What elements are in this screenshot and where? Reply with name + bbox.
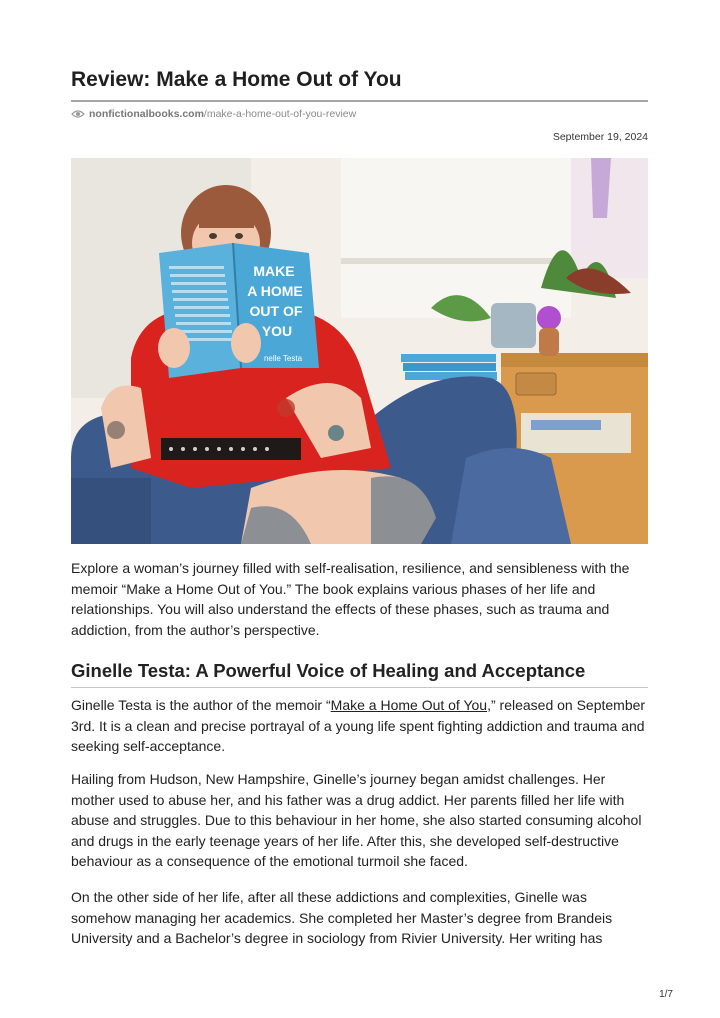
book-cover-line-3: OUT OF <box>249 303 303 319</box>
section-paragraph-1 <box>71 695 648 757</box>
book-cover-line-4: YOU <box>261 323 293 339</box>
book-author-partial: nelle Testa <box>263 354 303 363</box>
book-cover-line-1: MAKE <box>253 263 295 279</box>
intro-paragraph: Explore a woman’s journey filled with self-realisation, resilience, and sensibleness with the memoir “Make a Home Out of You.” The book explains various phases of her life and relationships. You will also understand the effects of these phases, such as trauma and addiction, from the author’s perspective. <box>71 560 630 638</box>
page-number: 1/7 <box>659 989 673 1000</box>
eye-icon <box>71 109 85 119</box>
url-path: /make-a-home-out-of-you-review <box>203 108 357 120</box>
section-paragraph-3: On the other side of her life, after all these addictions and complexities, Ginelle was somehow managing her academics. She completed her Master’s degree from Brandeis University and a Bachelor’s degree in sociology from Rivier University. Her writing has <box>71 889 613 946</box>
section-divider <box>71 687 648 688</box>
url-domain: nonfictionalbooks.com <box>89 108 204 120</box>
book-cover-line-2: A HOME <box>247 283 303 299</box>
source-url[interactable] <box>71 108 356 120</box>
p1-text-before: Ginelle Testa is the author of the memoir “ <box>71 697 331 713</box>
publish-date: September 19, 2024 <box>552 131 648 143</box>
section-paragraph-2: Hailing from Hudson, New Hampshire, Ginelle’s journey began amidst challenges. Her mother used to abuse her, and his father was a drug addict. Her parents filled her life with abuse and struggles. Due to this behaviour in her home, she also started consuming alcohol and drugs in the early teenage years of her life. After this, she developed self-destructive behaviour as a consequence of the emotional turmoil she faced. <box>71 771 642 869</box>
book-title-link[interactable]: Make a Home Out of You <box>330 697 488 713</box>
hero-photo <box>71 158 648 544</box>
p1-text-after: ,” released on September 3rd. It is a clean and precise portrayal of a young life spent fighting addiction and trauma and seeking self-acceptance. <box>71 697 646 754</box>
page-title: Review: Make a Home Out of You <box>71 68 402 91</box>
section-heading: Ginelle Testa: A Powerful Voice of Healing and Acceptance <box>71 660 586 681</box>
plant-pot <box>491 303 536 348</box>
hero-illustration <box>71 158 648 544</box>
title-divider <box>71 100 648 102</box>
